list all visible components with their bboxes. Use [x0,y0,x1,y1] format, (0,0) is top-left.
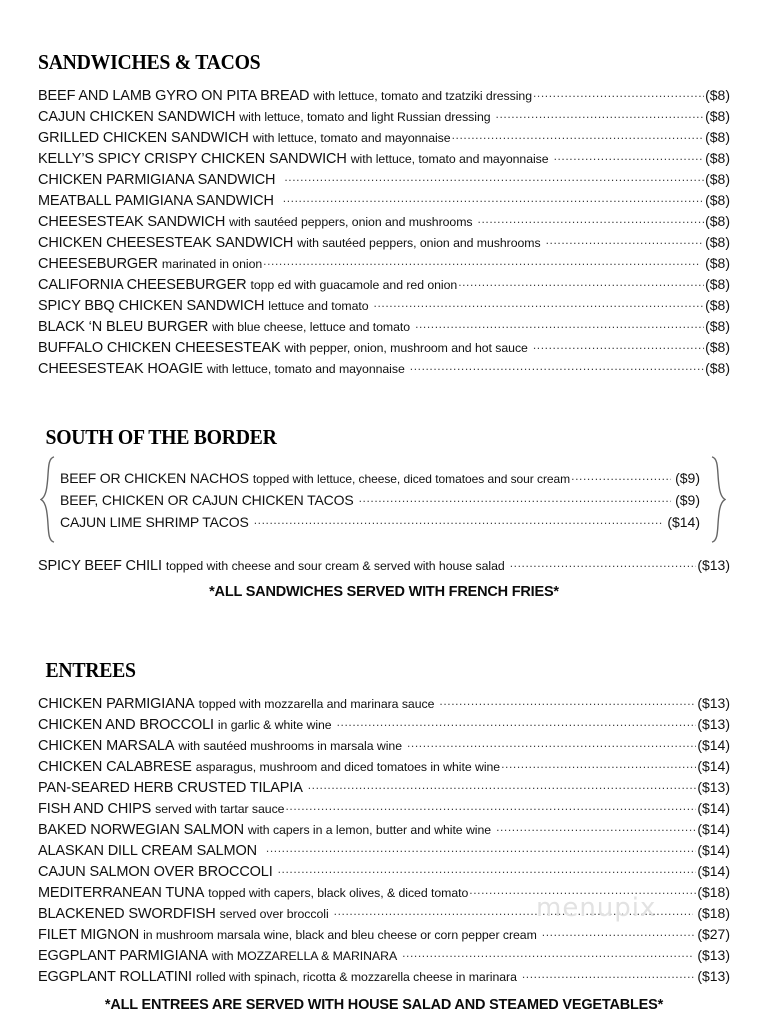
dot-leader [278,861,697,880]
item-description: topp ed with guacamole and red onion [250,278,458,292]
item-name: FILET MIGNON [38,927,140,943]
dot-leader [415,316,704,335]
item-description: in garlic & white wine [217,718,332,732]
item-description: lettuce and tomato [268,299,369,313]
section-heading-sandwiches-and-tacos: SANDWICHES & TACOS [38,50,261,74]
standalone-item-row [38,555,730,576]
menu-item [38,840,730,861]
item-description: with sautéed mushrooms in marsala wine [178,739,402,753]
section-heading-entrees: ENTREES [45,658,136,682]
item-price: ($8) [705,192,730,208]
menu-item [38,148,730,169]
item-name: CHICKEN CALABRESE [38,759,192,775]
item-description: rolled with spinach, ricotta & mozzarella cheese in marinara [195,970,517,984]
item-price: ($13) [697,695,730,711]
dot-leader [263,253,701,272]
item-price: ($9) [675,470,700,486]
menu-item [38,253,730,274]
item-name: MEATBALL PAMIGIANA SANDWICH [38,193,274,209]
dot-leader [374,295,705,314]
item-name: CAJUN SALMON OVER BROCCOLI [38,864,273,880]
item-price: ($8) [705,255,730,271]
item-name: KELLY’S SPICY CRISPY CHICKEN SANDWICH [38,151,347,167]
item-price: ($8) [705,276,730,292]
item-name: CHICKEN CHEESESTEAK SANDWICH [38,235,294,251]
menu-item [38,211,730,232]
dot-leader [283,190,704,209]
item-name: BEEF AND LAMB GYRO ON PITA BREAD [38,88,310,104]
menu-item [38,295,730,316]
item-price: ($8) [705,171,730,187]
item-description: asparagus, mushroom and diced tomatoes in white wine [195,760,501,774]
footnote-entrees: *ALL ENTREES ARE SERVED WITH HOUSE SALAD AND STEAMED VEGETABLES* [104,997,664,1013]
menu-list-entrees [38,693,730,987]
spacer [38,75,730,85]
dot-leader [522,966,696,985]
menu-item [38,169,730,190]
item-price: ($14) [667,514,700,530]
item-price: ($14) [697,842,730,858]
menu-item [38,85,730,106]
item-name: SPICY BEEF CHILI [38,558,162,574]
item-price: ($14) [697,737,730,753]
spacer [38,379,730,425]
item-description: with MOZZARELLA & MARINARA [211,949,398,963]
item-price: ($8) [705,339,730,355]
item-name: SPICY BBQ CHICKEN SANDWICH [38,298,265,314]
item-name: BAKED NORWEGIAN SALMON [38,822,244,838]
menu-item [38,274,730,295]
item-price: ($8) [705,234,730,250]
item-name: ALASKAN DILL CREAM SALMON [38,843,257,859]
menu-item [38,861,730,882]
menu-list-sandwiches [38,85,730,379]
item-description: in mushroom marsala wine, black and bleu cheese or corn pepper cream [143,928,537,942]
dot-leader [478,211,705,230]
dot-leader [554,148,705,167]
item-price: ($9) [675,492,700,508]
item-description: topped with mozzarella and marinara sauce [198,697,435,711]
right-curly-brace-icon [710,456,726,543]
dot-leader [469,882,696,901]
item-description: served over broccoli [219,907,329,921]
item-name: GRILLED CHICKEN SANDWICH [38,130,249,146]
menu-item [38,693,730,714]
dot-leader [254,511,664,531]
menu-item [38,106,730,127]
item-description: with pepper, onion, mushroom and hot sauce [284,341,528,355]
menu-item [38,232,730,253]
item-price: ($14) [697,800,730,816]
item-name: PAN-SEARED HERB CRUSTED TILAPIA [38,780,303,796]
item-description: with lettuce, tomato and mayonnaise [206,362,405,376]
menu-item [38,127,730,148]
dot-leader [266,840,696,859]
menu-item [38,735,730,756]
dot-leader [496,819,696,838]
item-name: BUFFALO CHICKEN CHEESESTEAK [38,340,281,356]
menupix-watermark: menupix [536,893,657,923]
item-price: ($8) [705,360,730,376]
item-name: CHICKEN MARSALA [38,738,175,754]
item-description: with lettuce, tomato and mayonnaise [350,152,549,166]
item-name: BEEF OR CHICKEN NACHOS [60,470,249,486]
item-price: ($14) [697,863,730,879]
dot-leader [308,777,697,796]
item-description: topped with capers, black olives, & diced tomato [208,886,469,900]
item-name: CALIFORNIA CHEESEBURGER [38,277,247,293]
item-price: ($27) [697,926,730,942]
menu-item [38,924,730,945]
item-price: ($14) [697,758,730,774]
item-price: ($8) [705,108,730,124]
menu-item [38,945,730,966]
menu-list-south-of-the-border [60,467,700,533]
item-name: CHEESESTEAK SANDWICH [38,214,226,230]
item-name: EGGPLANT ROLLATINI [38,969,192,985]
item-name: BLACK ‘N BLEU BURGER [38,319,209,335]
dot-leader [571,467,671,487]
menu-item [60,489,700,511]
item-description: topped with lettuce, cheese, diced tomatoes and sour cream [252,472,571,486]
menu-item [38,316,730,337]
section-heading-south-of-the-border: SOUTH OF THE BORDER [45,425,277,449]
dot-leader [542,924,697,943]
dot-leader [284,169,704,188]
menu-item [38,798,730,819]
item-name: CHICKEN PARMIGIANA SANDWICH [38,172,276,188]
dot-leader [501,756,696,775]
item-name: CHICKEN AND BROCCOLI [38,717,214,733]
item-description: marinated in onion [161,257,263,271]
item-description: with lettuce, tomato and mayonnaise [252,131,451,145]
item-name: MEDITERRANEAN TUNA [38,885,205,901]
south-of-the-border-braced-group [38,456,730,543]
item-price: ($18) [697,905,730,921]
footnote-sandwiches: *ALL SANDWICHES SERVED WITH FRENCH FRIES* [209,584,559,600]
menu-item [38,903,730,924]
item-name: FISH AND CHIPS [38,801,152,817]
menu-item [38,819,730,840]
menu-item [38,190,730,211]
menu-item [60,467,700,489]
menu-item [38,358,730,379]
item-price: ($13) [697,947,730,963]
dot-leader [546,232,705,251]
item-price: ($8) [705,318,730,334]
item-name: CAJUN LIME SHRIMP TACOS [60,514,249,530]
dot-leader [402,945,693,964]
item-price: ($8) [705,150,730,166]
dot-leader [359,489,672,509]
item-name: BLACKENED SWORDFISH [38,906,216,922]
dot-leader [334,903,694,922]
dot-leader [439,693,696,712]
menu-item [38,966,730,987]
spacer [38,600,730,658]
menu-item [38,777,730,798]
item-description: served with tartar sauce [155,802,285,816]
menu-item [38,555,730,576]
item-name: CAJUN CHICKEN SANDWICH [38,109,236,125]
item-description: with lettuce, tomato and light Russian dressing [239,110,491,124]
menu-item [38,337,730,358]
item-description: with lettuce, tomato and tzatziki dressing [313,89,532,103]
menu-item [38,882,730,903]
item-price: ($13) [697,968,730,984]
item-description: with sautéed peppers, onion and mushrooms [229,215,473,229]
item-description: with blue cheese, lettuce and tomato [212,320,411,334]
dot-leader [452,127,705,146]
item-name: CHEESESTEAK HOAGIE [38,361,203,377]
dot-leader [496,106,705,125]
dot-leader [510,555,697,574]
left-curly-brace-icon [40,456,56,543]
dot-leader [533,337,704,356]
item-price: ($8) [705,87,730,103]
dot-leader [458,274,704,293]
dot-leader [285,798,696,817]
item-price: ($13) [697,557,730,573]
dot-leader [410,358,704,377]
item-description: topped with cheese and sour cream & served with house salad [165,559,505,573]
menu-item [38,756,730,777]
dot-leader [407,735,696,754]
item-price: ($14) [697,821,730,837]
dot-leader [337,714,697,733]
item-name: CHICKEN PARMIGIANA [38,696,195,712]
item-price: ($8) [705,129,730,145]
item-description: with sautéed peppers, onion and mushrooms [297,236,541,250]
item-name: BEEF, CHICKEN OR CAJUN CHICKEN TACOS [60,492,354,508]
item-price: ($13) [697,779,730,795]
menu-item [38,714,730,735]
item-price: ($13) [697,716,730,732]
spacer [38,683,730,693]
item-price: ($18) [697,884,730,900]
dot-leader [533,85,704,104]
item-name: CHEESEBURGER [38,256,158,272]
item-name: EGGPLANT PARMIGIANA [38,948,208,964]
item-price: ($8) [705,213,730,229]
item-description: with capers in a lemon, butter and white wine [247,823,492,837]
menu-item [60,511,700,533]
item-price: ($8) [705,297,730,313]
